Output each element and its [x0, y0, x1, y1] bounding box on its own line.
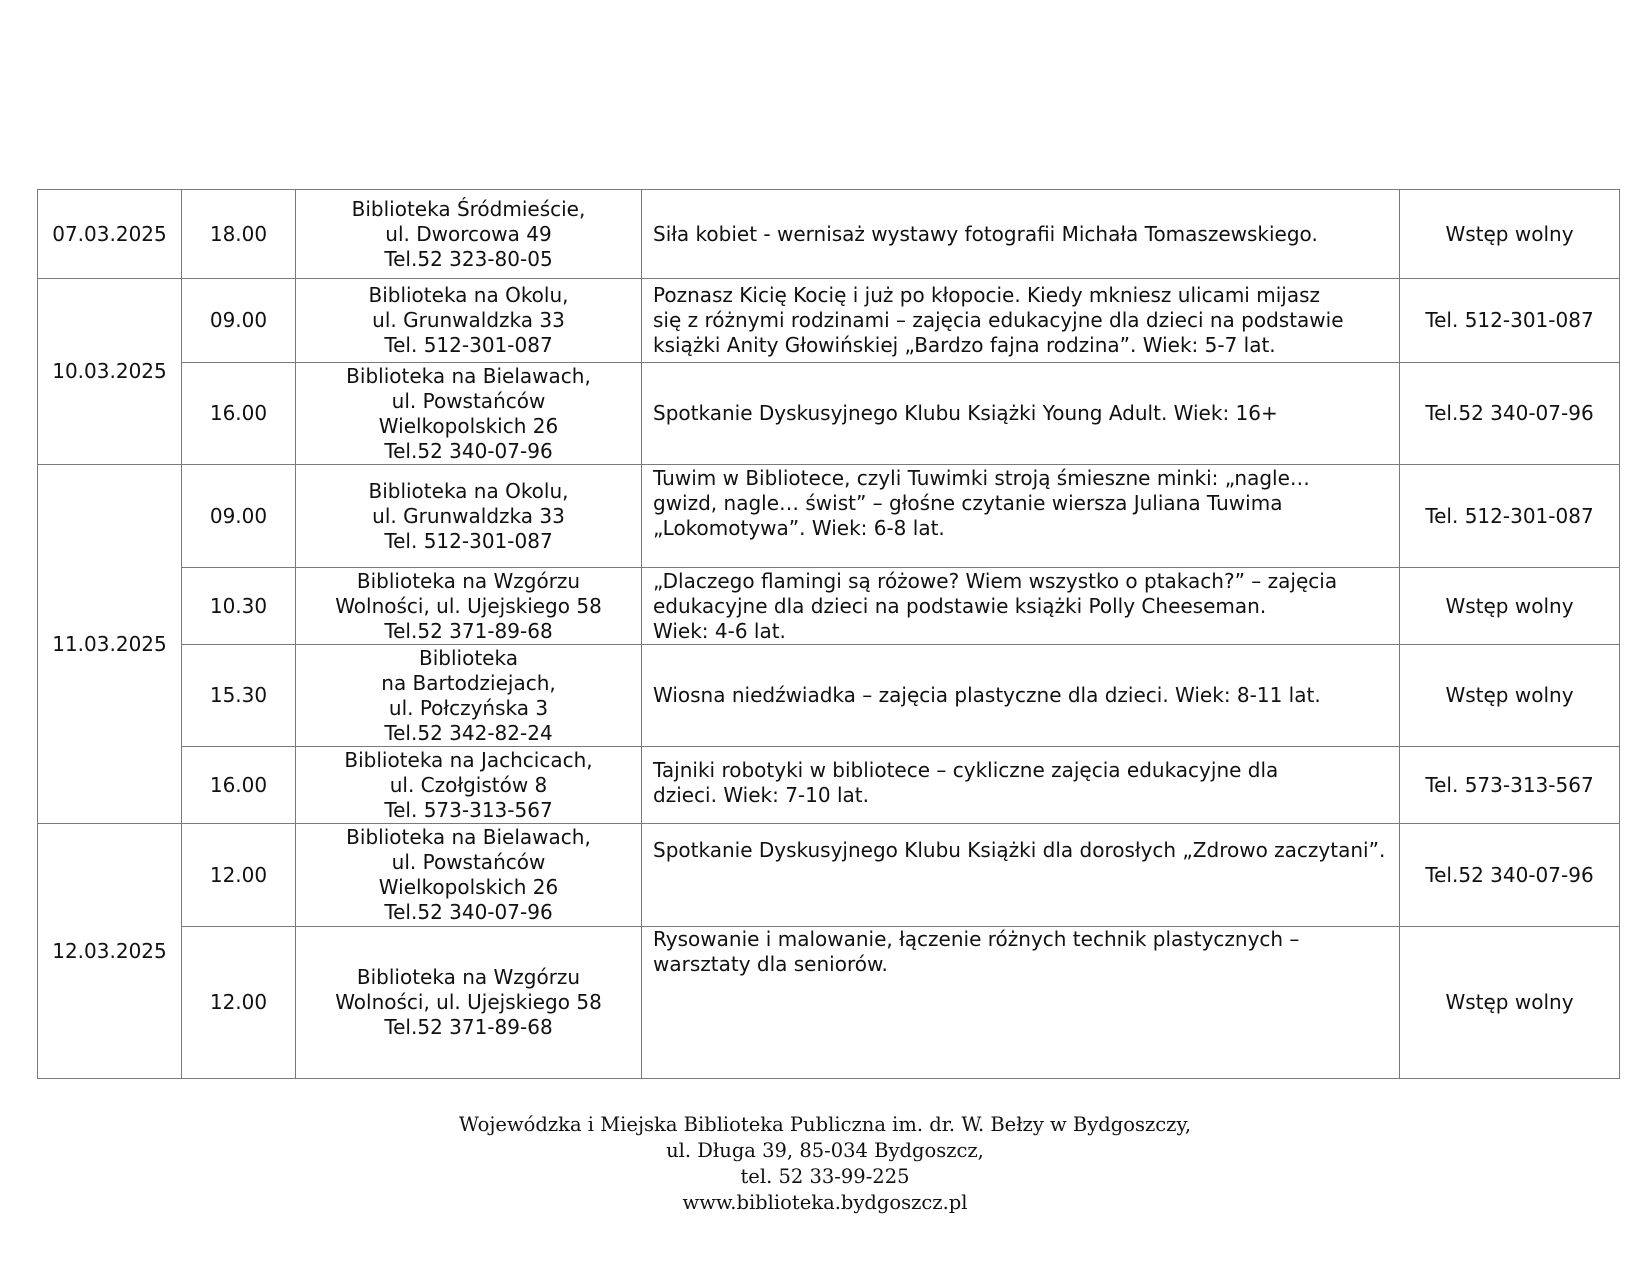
- place-line: ul. Połczyńska 3: [388, 695, 549, 720]
- event-place: [296, 190, 642, 279]
- event-info: Wstęp wolny: [1400, 645, 1620, 747]
- event-description: [642, 465, 1400, 568]
- place-line: Biblioteka: [419, 645, 518, 670]
- description-line: Siła kobiet - wernisaż wystawy fotografii Michała Tomaszewskiego.: [653, 221, 1318, 246]
- table-row: [38, 465, 1620, 568]
- footer-website: www.biblioteka.bydgoszcz.pl: [682, 1191, 968, 1214]
- event-info: Tel. 573-313-567: [1400, 747, 1620, 824]
- table-row: [38, 363, 1620, 465]
- event-place: [296, 824, 642, 927]
- footer-phone: tel. 52 33-99-225: [740, 1165, 910, 1188]
- place-line: Tel.52 371-89-68: [384, 1015, 553, 1039]
- event-info: Tel. 512-301-087: [1400, 279, 1620, 363]
- place-line: Biblioteka na Bielawach,: [346, 363, 591, 388]
- table-row: [38, 279, 1620, 363]
- events-table: [37, 189, 1620, 1079]
- place-line: Tel.52 323-80-05: [384, 246, 553, 271]
- description-line: edukacyjne dla dzieci na podstawie książki Polly Cheeseman.: [653, 593, 1267, 618]
- table-row: [38, 568, 1620, 645]
- event-info: Tel.52 340-07-96: [1400, 824, 1620, 927]
- table-row: [38, 190, 1620, 279]
- event-place: [296, 747, 642, 824]
- description-line: książki Anity Głowińskiej „Bardzo fajna rodzina”. Wiek: 5-7 lat.: [653, 333, 1276, 357]
- place-line: Tel.52 340-07-96: [384, 438, 553, 463]
- place-line: Tel. 573-313-567: [384, 797, 553, 822]
- description-line: Rysowanie i malowanie, łączenie różnych technik plastycznych –: [653, 927, 1300, 951]
- footer-library-name: Wojewódzka i Miejska Biblioteka Publiczna im. dr. W. Bełzy w Bydgoszczy,: [458, 1113, 1192, 1136]
- place-line: Tel. 512-301-087: [384, 528, 553, 553]
- place-line: ul. Grunwaldzka 33: [372, 503, 565, 528]
- description-line: dzieci. Wiek: 7-10 lat.: [653, 783, 869, 807]
- event-place: [296, 645, 642, 747]
- event-date: 12.03.2025: [38, 824, 182, 1079]
- event-info: Wstęp wolny: [1400, 190, 1620, 279]
- event-date: 07.03.2025: [38, 190, 182, 279]
- place-line: ul. Powstańców: [391, 388, 546, 413]
- place-line: ul. Czołgistów 8: [389, 772, 548, 797]
- event-description: [642, 747, 1400, 824]
- event-time: 09.00: [182, 465, 296, 568]
- event-time: 12.00: [182, 824, 296, 927]
- event-description: [642, 927, 1400, 1079]
- description-line: Spotkanie Dyskusyjnego Klubu Książki Young Adult. Wiek: 16+: [653, 401, 1278, 425]
- description-line: się z różnymi rodzinami – zajęcia edukacyjne dla dzieci na podstawie: [653, 308, 1344, 332]
- event-date: 10.03.2025: [38, 279, 182, 465]
- description-line: Tajniki robotyki w bibliotece – cykliczne zajęcia edukacyjne dla: [653, 758, 1279, 782]
- footer-address: ul. Długa 39, 85-034 Bydgoszcz,: [666, 1139, 984, 1162]
- library-footer: [0, 1112, 1650, 1216]
- table-row: [38, 747, 1620, 824]
- description-line: Poznasz Kicię Kocię i już po kłopocie. Kiedy mkniesz ulicami mijasz: [653, 283, 1320, 307]
- place-line: Biblioteka na Jachcicach,: [344, 747, 593, 772]
- event-info: Tel.52 340-07-96: [1400, 363, 1620, 465]
- place-line: Biblioteka na Bielawach,: [346, 825, 591, 849]
- description-line: „Lokomotywa”. Wiek: 6-8 lat.: [653, 516, 945, 540]
- place-line: Tel.52 340-07-96: [384, 900, 553, 924]
- event-time: 09.00: [182, 279, 296, 363]
- place-line: Biblioteka na Wzgórzu: [356, 965, 581, 989]
- event-place: [296, 363, 642, 465]
- table-row: [38, 927, 1620, 1079]
- event-info: Wstęp wolny: [1400, 927, 1620, 1079]
- event-description: [642, 363, 1400, 465]
- description-text: Spotkanie Dyskusyjnego Klubu Książki dla dorosłych „Zdrowo zaczytani”.: [653, 838, 1386, 862]
- description-line: Tuwim w Bibliotece, czyli Tuwimki stroją śmieszne minki: „nagle…: [653, 466, 1310, 490]
- description-line: gwizd, nagle… świst” – głośne czytanie wiersza Juliana Tuwima: [653, 491, 1283, 515]
- event-date: 11.03.2025: [38, 465, 182, 824]
- place-line: ul. Powstańców: [391, 850, 546, 874]
- event-place: [296, 927, 642, 1079]
- event-place: [296, 465, 642, 568]
- event-info: Tel. 512-301-087: [1400, 465, 1620, 568]
- place-line: Wolności, ul. Ujejskiego 58: [335, 990, 602, 1014]
- event-time: 16.00: [182, 363, 296, 465]
- event-description: [642, 645, 1400, 747]
- event-description: [642, 190, 1400, 279]
- place-line: ul. Dworcowa 49: [385, 221, 552, 246]
- description-line: Wiosna niedźwiadka – zajęcia plastyczne dla dzieci. Wiek: 8-11 lat.: [653, 683, 1321, 707]
- table-row: [38, 645, 1620, 747]
- place-line: ul. Grunwaldzka 33: [372, 308, 565, 332]
- event-info: Wstęp wolny: [1400, 568, 1620, 645]
- event-time: 15.30: [182, 645, 296, 747]
- event-time: 18.00: [182, 190, 296, 279]
- place-line: Wielkopolskich 26: [378, 413, 559, 438]
- event-place: [296, 279, 642, 363]
- event-time: 12.00: [182, 927, 296, 1079]
- place-line: Wolności, ul. Ujejskiego 58: [335, 593, 602, 618]
- event-place: [296, 568, 642, 645]
- place-line: Tel. 512-301-087: [384, 333, 553, 357]
- event-time: 16.00: [182, 747, 296, 824]
- event-time: 10.30: [182, 568, 296, 645]
- place-line: na Bartodziejach,: [381, 670, 556, 695]
- place-line: Biblioteka na Okolu,: [368, 478, 569, 503]
- event-description: [642, 824, 1400, 927]
- place-line: Biblioteka na Okolu,: [368, 283, 569, 307]
- place-line: Tel.52 342-82-24: [384, 720, 553, 745]
- description-line: „Dlaczego flamingi są różowe? Wiem wszystko o ptakach?” – zajęcia: [653, 568, 1338, 593]
- place-line: Biblioteka Śródmieście,: [351, 196, 586, 221]
- place-line: Wielkopolskich 26: [378, 875, 559, 899]
- event-description: [642, 279, 1400, 363]
- description-line: Wiek: 4-6 lat.: [653, 618, 786, 643]
- table-row: [38, 824, 1620, 927]
- place-line: Tel.52 371-89-68: [384, 618, 553, 643]
- description-line: warsztaty dla seniorów.: [653, 952, 888, 976]
- place-line: Biblioteka na Wzgórzu: [356, 568, 581, 593]
- event-description: [642, 568, 1400, 645]
